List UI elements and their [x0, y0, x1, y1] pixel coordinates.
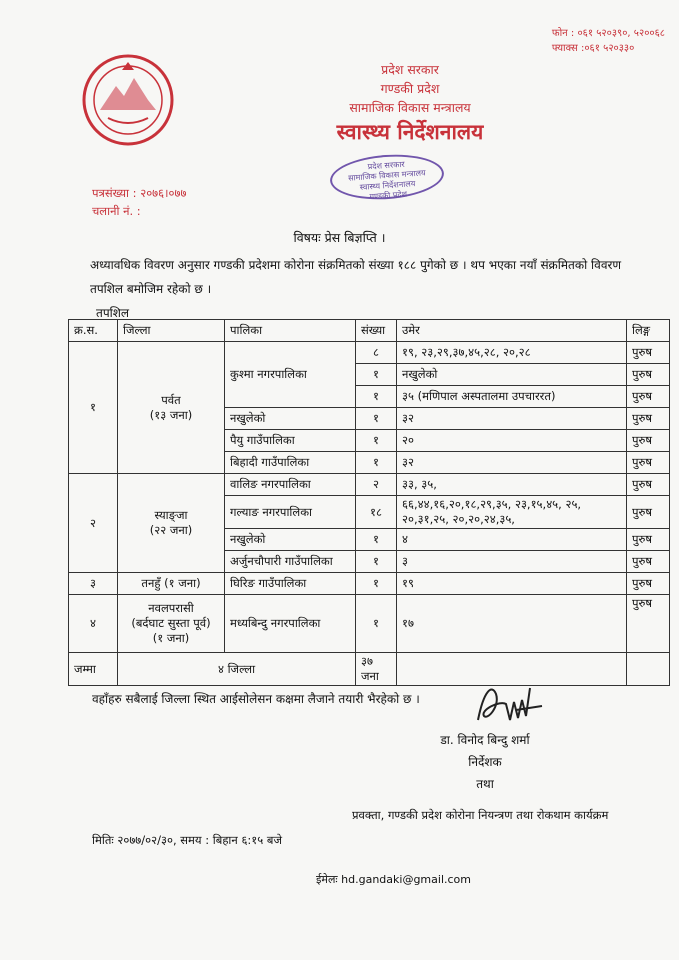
- cell-age: ४: [397, 529, 627, 551]
- signer-role: प्रवक्ता, गण्डकी प्रदेश कोरोना नियन्त्रण तथा रोकथाम कार्यक्रम: [352, 808, 609, 822]
- cell-gender: पुरुष: [627, 595, 670, 653]
- cell-palika: मध्यबिन्दु नगरपालिका: [225, 595, 356, 653]
- cases-table: [68, 319, 670, 686]
- stamp-line1: प्रदेश सरकार: [367, 159, 405, 172]
- signature-icon: [470, 680, 550, 730]
- cell-gender: पुरुष: [627, 573, 670, 595]
- total-count: ३७ जना: [356, 653, 397, 686]
- signer-name: डा. विनोद बिन्दु शर्मा: [440, 733, 530, 747]
- cell-count: १: [356, 408, 397, 430]
- cell-count: ८: [356, 342, 397, 364]
- cell-age: नखुलेको: [397, 364, 627, 386]
- table-header-row: [69, 320, 670, 342]
- cell-palika: गल्याङ नगरपालिका: [225, 496, 356, 529]
- phone-number: फोन : ०६१ ५२०३९०, ५२००६८: [551, 28, 665, 39]
- office-name: स्वास्थ्य निर्देशनालय: [336, 120, 484, 144]
- letterhead-line3: सामाजिक विकास मन्त्रालय: [349, 100, 471, 115]
- cell-count: १: [356, 452, 397, 474]
- table-row: [69, 573, 670, 595]
- col-sn: क्र.स.: [69, 320, 118, 342]
- signer-block: [395, 729, 575, 795]
- col-district: जिल्ला: [118, 320, 225, 342]
- cell-palika: अर्जुनचौपारी गाउँपालिका: [225, 551, 356, 573]
- dispatch-number: चलानी नं. :: [92, 204, 141, 218]
- cell-count: १: [356, 364, 397, 386]
- body-paragraph: अध्यावधिक विवरण अनुसार गण्डकी प्रदेशमा कोरोना संक्रमितको संख्या १८८ पुगेको छ । थप भएका नयाँ संक्रमितको विवरण तपशिल बमोजिम रहेको छ ।: [90, 258, 622, 296]
- table-row: [69, 342, 670, 364]
- district-name: स्याङ्जा: [154, 508, 188, 522]
- total-districts: ४ जिल्ला: [118, 653, 356, 686]
- cell-age: ३२: [397, 408, 627, 430]
- details-label: तपशिल: [96, 306, 130, 320]
- cell-district: [118, 474, 225, 573]
- district-count: (१३ जना): [149, 407, 193, 422]
- cell-age: १९: [397, 573, 627, 595]
- closing-note: वहाँहरु सबैलाई जिल्ला स्थित आईसोलेसन कक्षमा लैजाने तयारी भैरहेको छ ।: [92, 692, 420, 706]
- col-gender: लिङ्ग: [627, 320, 670, 342]
- cell-age: ३३, ३५,: [397, 474, 627, 496]
- cell-sn: ४: [69, 595, 118, 653]
- table-row: [69, 595, 670, 653]
- col-count: संख्या: [356, 320, 397, 342]
- letterhead-line1: प्रदेश सरकार: [381, 62, 439, 77]
- cell-sn: १: [69, 342, 118, 474]
- stamp-line2: सामाजिक विकास मन्त्रालय: [347, 168, 426, 183]
- cell-district: तनहुँ (१ जना): [118, 573, 225, 595]
- cell-count: २: [356, 474, 397, 496]
- col-age: उमेर: [397, 320, 627, 342]
- cell-age: ६६,४४,१६,२०,१८,२९,३५, २३,१५,४५, २५, २०,३१,२५, २०,२०,२४,३५,: [397, 496, 627, 529]
- letterhead: [280, 60, 540, 145]
- cell-gender: पुरुष: [627, 430, 670, 452]
- official-stamp: [329, 151, 446, 203]
- cell-gender: पुरुष: [627, 496, 670, 529]
- date-time: मितिः २०७७/०२/३०, समय : बिहान ६:१५ बजे: [92, 833, 283, 847]
- cell-district: [118, 595, 225, 653]
- table-total-row: [69, 653, 670, 686]
- cell-palika: पैयु गाउँपालिका: [225, 430, 356, 452]
- district-count: (१ जना): [152, 631, 190, 645]
- cell-gender: पुरुष: [627, 474, 670, 496]
- letterhead-line2: गण्डकी प्रदेश: [380, 81, 440, 96]
- government-emblem-icon: [78, 50, 178, 150]
- signer-and: तथा: [476, 777, 494, 791]
- cell-palika: बिहादी गाउँपालिका: [225, 452, 356, 474]
- cell-count: १: [356, 595, 397, 653]
- stamp-line4: गण्डकी प्रदेश: [369, 189, 408, 202]
- cell-age: ३५ (मणिपाल अस्पतालमा उपचाररत): [397, 386, 627, 408]
- stamp-line3: स्वास्थ्य निर्देशनालय: [359, 179, 416, 192]
- cell-palika: नखुलेको: [225, 529, 356, 551]
- cell-palika: घिरिङ गाउँपालिका: [225, 573, 356, 595]
- cell-age: १९, २३,२९,३७,४५,२८, २०,२८: [397, 342, 627, 364]
- cell-gender: पुरुष: [627, 386, 670, 408]
- cell-palika: कुश्मा नगरपालिका: [225, 342, 356, 408]
- letter-number: पत्रसंख्या : २०७६।०७७: [92, 186, 187, 200]
- contact-info: [552, 26, 665, 56]
- cell-count: १८: [356, 496, 397, 529]
- cell-count: १: [356, 386, 397, 408]
- cell-count: १: [356, 529, 397, 551]
- cell-age: १७: [397, 595, 627, 653]
- col-palika: पालिका: [225, 320, 356, 342]
- cell-palika: वालिङ नगरपालिका: [225, 474, 356, 496]
- cell-gender: पुरुष: [627, 529, 670, 551]
- district-name: नवलपरासी: [148, 601, 194, 615]
- cell-age: २०: [397, 430, 627, 452]
- signer-title: निर्देशक: [468, 755, 502, 769]
- cell-count: १: [356, 573, 397, 595]
- fax-number: फ्याक्स :०६१ ५२०३३०: [551, 43, 635, 54]
- cell-count: १: [356, 551, 397, 573]
- total-empty: [627, 653, 670, 686]
- cell-palika: नखुलेको: [225, 408, 356, 430]
- cell-sn: ३: [69, 573, 118, 595]
- cell-gender: पुरुष: [627, 364, 670, 386]
- cell-age: ३२: [397, 452, 627, 474]
- cell-count: १: [356, 430, 397, 452]
- cell-gender: पुरुष: [627, 452, 670, 474]
- total-label: जम्मा: [69, 653, 118, 686]
- email-address: ईमेलः hd.gandaki@gmail.com: [316, 873, 471, 886]
- reference-block: [92, 184, 186, 220]
- cell-district: [118, 342, 225, 474]
- cell-sn: २: [69, 474, 118, 573]
- cell-gender: पुरुष: [627, 408, 670, 430]
- cell-age: ३: [397, 551, 627, 573]
- cell-gender: पुरुष: [627, 342, 670, 364]
- table-row: [69, 474, 670, 496]
- district-count: (२२ जना): [149, 523, 193, 537]
- cell-gender: पुरुष: [627, 551, 670, 573]
- subject-line: विषयः प्रेस बिज्ञप्ति ।: [293, 230, 386, 245]
- district-sub: (बर्दघाट सुस्ता पूर्व): [131, 616, 211, 630]
- district-name: पर्वत: [161, 392, 181, 407]
